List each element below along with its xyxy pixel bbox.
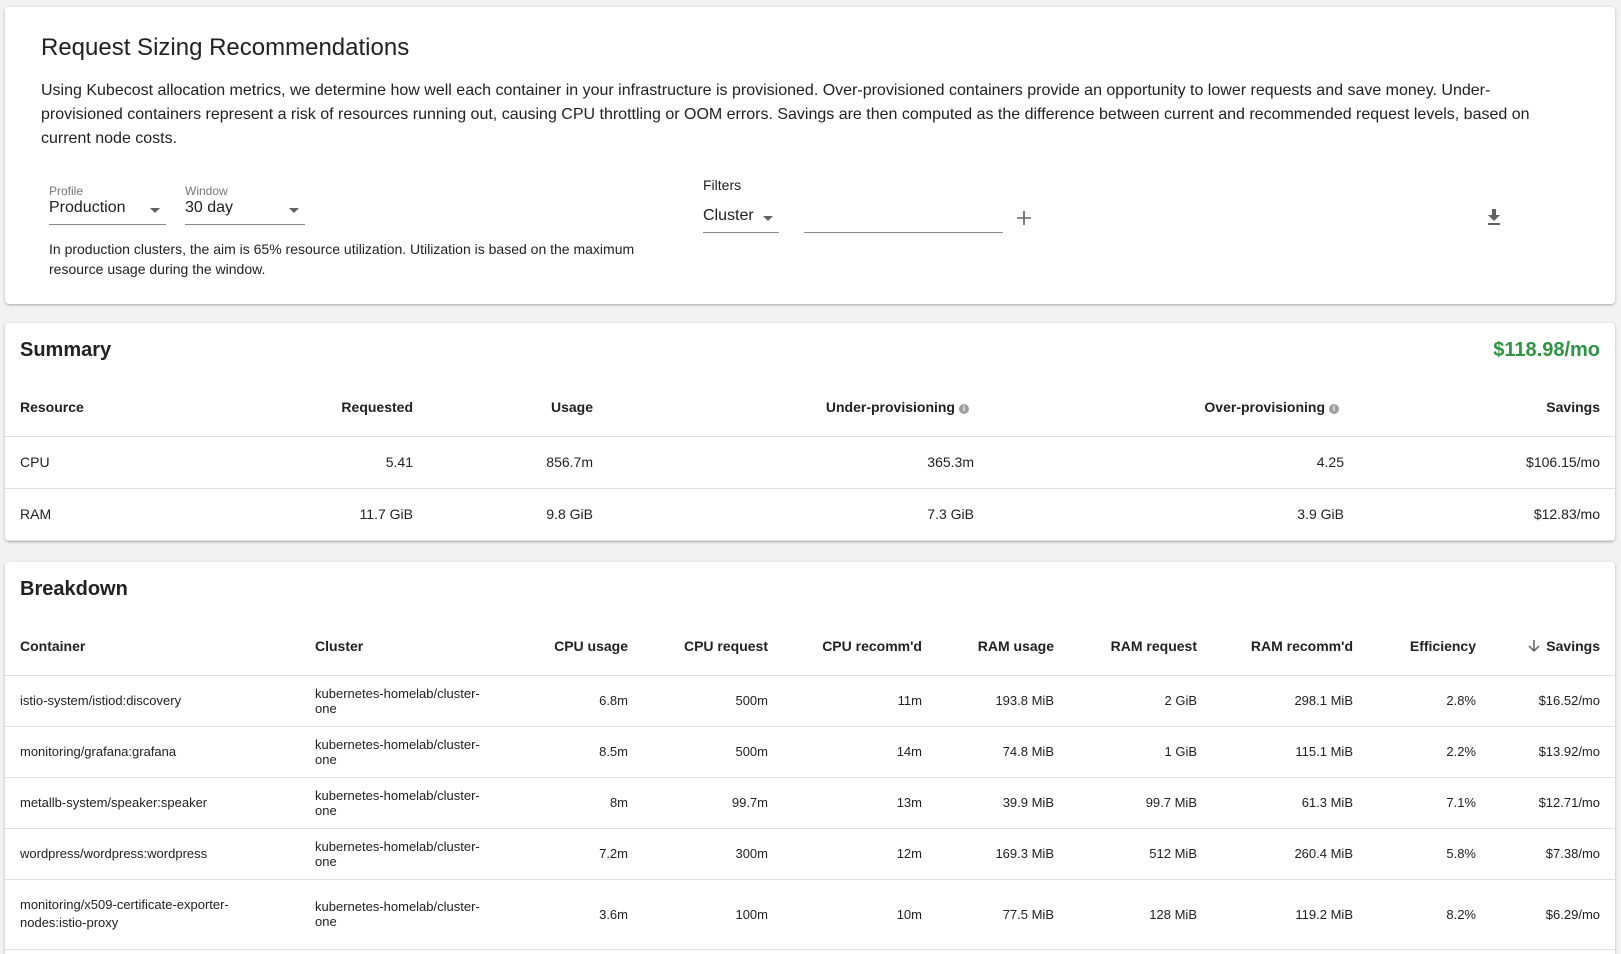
under-provisioning-label: Under-provisioning (825, 398, 955, 415)
filter-value-input[interactable] (804, 203, 1003, 233)
table-cell: 13m (783, 777, 937, 828)
column-header-cluster[interactable]: Cluster (300, 617, 505, 675)
filter-type-select[interactable] (703, 203, 779, 233)
table-cell: 4.25 (989, 436, 1359, 488)
column-header-savings[interactable] (1491, 617, 1615, 675)
column-header-requested: Requested (215, 378, 428, 436)
table-cell: 856.7m (428, 436, 608, 488)
profile-select[interactable] (49, 195, 166, 225)
table-cell: 77.5 MiB (937, 879, 1069, 949)
table-cell: 300m (643, 828, 783, 879)
total-savings: $118.98/mo (1493, 339, 1600, 361)
table-cell: 119.2 MiB (1212, 879, 1368, 949)
info-icon[interactable]: i (959, 404, 969, 414)
arrow-down-icon (1528, 639, 1540, 653)
window-label: Window (185, 184, 228, 198)
table-cell: 1 GiB (1069, 726, 1212, 777)
table-cell: 12m (783, 828, 937, 879)
table-row[interactable] (5, 828, 1615, 879)
column-header-savings: Savings (1359, 378, 1615, 436)
table-cell: $106.15/mo (1359, 436, 1615, 488)
table-cell: 512 MiB (1069, 828, 1212, 879)
download-button[interactable] (1486, 208, 1502, 231)
table-cell: 3.9 GiB (989, 488, 1359, 540)
table-cell: $7.38/mo (1491, 828, 1615, 879)
profile-select-value: Production (49, 199, 126, 216)
summary-title: Summary (20, 339, 112, 361)
table-cell: CPU (5, 436, 215, 488)
chevron-down-icon (289, 208, 299, 213)
table-cell: 99.7m (643, 777, 783, 828)
table-cell: 260.4 MiB (1212, 828, 1368, 879)
column-header-ram-recommended[interactable]: RAM recomm'd (1212, 617, 1368, 675)
table-cell: 115.1 MiB (1212, 726, 1368, 777)
container-name: metallb-system/speaker:speaker (5, 777, 300, 828)
column-header-cpu-request[interactable]: CPU request (643, 617, 783, 675)
table-row[interactable] (5, 777, 1615, 828)
summary-header-row (5, 378, 1615, 436)
column-header-cpu-usage[interactable]: CPU usage (505, 617, 643, 675)
chevron-down-icon (150, 208, 160, 213)
savings-header-label: Savings (1546, 637, 1600, 654)
container-name: monitoring/grafana:grafana (5, 726, 300, 777)
table-cell: RAM (5, 488, 215, 540)
table-cell: 8.5m (505, 726, 643, 777)
table-cell: 9.8 GiB (428, 488, 608, 540)
over-provisioning-label: Over-provisioning (1204, 398, 1325, 415)
info-icon[interactable]: i (1329, 404, 1339, 414)
table-cell: 169.3 MiB (937, 828, 1069, 879)
download-icon (1486, 208, 1502, 226)
column-header-efficiency[interactable]: Efficiency (1368, 617, 1491, 675)
table-cell: 100m (643, 879, 783, 949)
plus-icon (1016, 210, 1032, 226)
column-header-ram-usage[interactable]: RAM usage (937, 617, 1069, 675)
table-cell: 14m (783, 726, 937, 777)
table-cell: 2 GiB (1069, 675, 1212, 726)
table-cell: 500m (643, 675, 783, 726)
cluster-name: kubernetes-homelab/cluster-one (300, 726, 505, 777)
page-title: Request Sizing Recommendations (41, 34, 410, 61)
table-cell: 99.7 MiB (1069, 777, 1212, 828)
table-cell: 7.3 GiB (608, 488, 989, 540)
table-cell: 8m (505, 777, 643, 828)
table-cell: 61.3 MiB (1212, 777, 1368, 828)
summary-card (5, 323, 1615, 541)
table-cell: 10m (783, 879, 937, 949)
column-header-over-provisioning (989, 378, 1359, 436)
column-header-container[interactable]: Container (5, 617, 300, 675)
table-cell: 298.1 MiB (1212, 675, 1368, 726)
chevron-down-icon (763, 216, 773, 221)
table-cell: 2.2% (1368, 726, 1491, 777)
cluster-name: kubernetes-homelab/cluster-one (300, 879, 505, 949)
column-header-resource: Resource (5, 378, 215, 436)
container-name: wordpress/wordpress:wordpress (5, 828, 300, 879)
window-select[interactable] (185, 195, 305, 225)
column-header-usage: Usage (428, 378, 608, 436)
filters-label: Filters (703, 177, 742, 193)
table-cell: 500m (643, 726, 783, 777)
container-name: monitoring/x509-certificate-exporter-nodes:istio-proxy (5, 879, 300, 949)
cluster-name: kubernetes-homelab/cluster-one (300, 777, 505, 828)
request-sizing-card (5, 7, 1615, 304)
table-cell: 39.9 MiB (937, 777, 1069, 828)
table-cell: $13.92/mo (1491, 726, 1615, 777)
table-cell: 5.8% (1368, 828, 1491, 879)
table-cell: $12.83/mo (1359, 488, 1615, 540)
table-cell: 6.8m (505, 675, 643, 726)
table-cell: 11m (783, 675, 937, 726)
table-cell: $12.71/mo (1491, 777, 1615, 828)
table-row[interactable] (5, 675, 1615, 726)
table-cell: 2.8% (1368, 675, 1491, 726)
column-header-cpu-recommended[interactable]: CPU recomm'd (783, 617, 937, 675)
table-cell: 3.6m (505, 879, 643, 949)
table-cell: 11.7 GiB (215, 488, 428, 540)
breakdown-title: Breakdown (20, 578, 128, 600)
table-row[interactable] (5, 879, 1615, 949)
summary-table (5, 378, 1615, 541)
table-cell: 7.1% (1368, 777, 1491, 828)
column-header-ram-request[interactable]: RAM request (1069, 617, 1212, 675)
breakdown-card (5, 562, 1615, 954)
table-cell: $16.52/mo (1491, 675, 1615, 726)
filter-type-value: Cluster (703, 207, 754, 224)
profile-helper-text: In production clusters, the aim is 65% resource utilization. Utilization is based on the maximum resource usage during the window. (49, 241, 635, 277)
table-cell: $6.29/mo (1491, 879, 1615, 949)
cluster-name: kubernetes-homelab/cluster-one (300, 675, 505, 726)
table-cell: 5.41 (215, 436, 428, 488)
breakdown-header-row (5, 617, 1615, 675)
table-cell: 8.2% (1368, 879, 1491, 949)
table-cell: 7.2m (505, 828, 643, 879)
summary-row-ram (5, 488, 1615, 540)
summary-row-cpu (5, 436, 1615, 488)
breakdown-table (5, 617, 1615, 950)
table-row[interactable] (5, 726, 1615, 777)
profile-label: Profile (49, 184, 84, 198)
table-cell: 74.8 MiB (937, 726, 1069, 777)
column-header-under-provisioning (608, 378, 989, 436)
table-cell: 193.8 MiB (937, 675, 1069, 726)
page-description: Using Kubecost allocation metrics, we determine how well each container in your infrastructure is provisioned. Over-provisioned containers provide an opportunity to lower requests and save money. Under-provisioned containers represent a risk of resources running out, causing CPU throttling or OOM errors. Savings are then computed as the difference between current and recommended request levels, based on current node costs. (41, 82, 1530, 147)
table-cell: 365.3m (608, 436, 989, 488)
container-name: istio-system/istiod:discovery (5, 675, 300, 726)
add-filter-button[interactable] (1016, 210, 1032, 231)
window-select-value: 30 day (185, 199, 234, 216)
cluster-name: kubernetes-homelab/cluster-one (300, 828, 505, 879)
table-cell: 128 MiB (1069, 879, 1212, 949)
